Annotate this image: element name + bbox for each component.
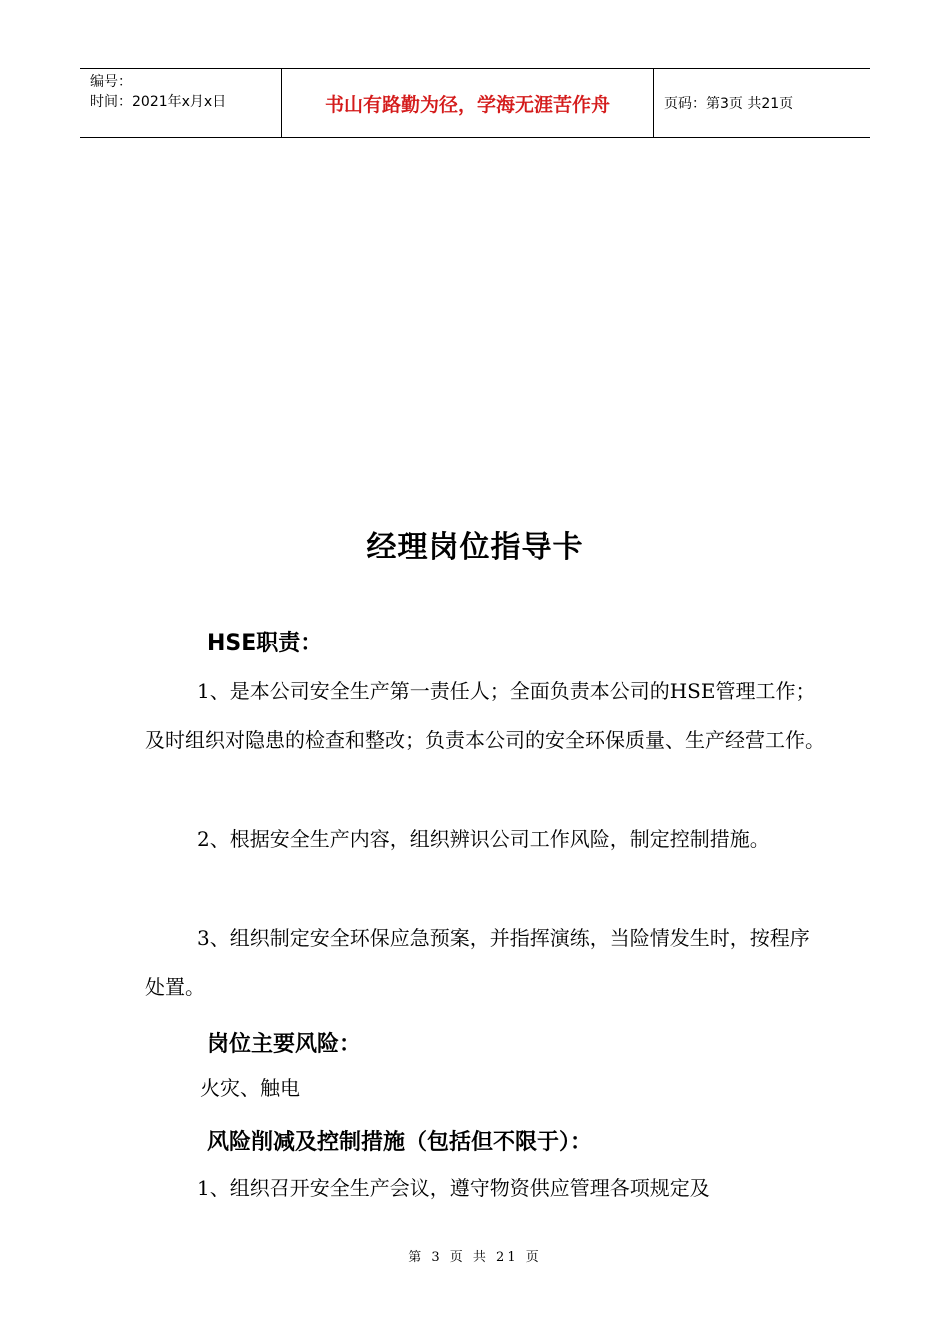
hse-item-3-text: 3、组织制定安全环保应急预案，并指挥演练，当险情发生时，按程序处置。: [145, 926, 810, 999]
risk-text: 火灾、触电: [200, 1076, 300, 1100]
header-motto: 书山有路勤为径，学海无涯苦作舟: [282, 69, 654, 137]
control-heading: 风险削减及控制措施（包括但不限于）：: [207, 1130, 593, 1155]
code-label: 编号：: [90, 74, 132, 90]
page-footer: 第 3 页 共 21 页: [408, 1250, 542, 1265]
hse-item-1-text: 1、是本公司安全生产第一责任人；全面负责本公司的HSE管理工作；及时组织对隐患的检查和整改；负责本公司的安全环保质量、生产经营工作。: [145, 679, 825, 752]
hse-item-2: [145, 815, 825, 864]
hse-item-2-text: 2、根据安全生产内容，组织辨识公司工作风险，制定控制措施。: [197, 827, 770, 851]
page-header: [80, 68, 870, 138]
header-page-label: 页码：第3页 共21页: [664, 96, 794, 112]
control-item-1-text: 1、组织召开安全生产会议，遵守物资供应管理各项规定及: [197, 1176, 710, 1200]
hse-heading: HSE职责：: [207, 631, 323, 656]
control-item-1: [145, 1164, 825, 1213]
time-label: 时间：2021年x月x日: [90, 94, 227, 110]
hse-item-3: [145, 914, 825, 1012]
header-meta: [80, 69, 282, 137]
hse-item-1: [145, 667, 825, 765]
risk-heading: 岗位主要风险：: [207, 1032, 362, 1057]
document-title: 经理岗位指导卡: [366, 530, 584, 565]
